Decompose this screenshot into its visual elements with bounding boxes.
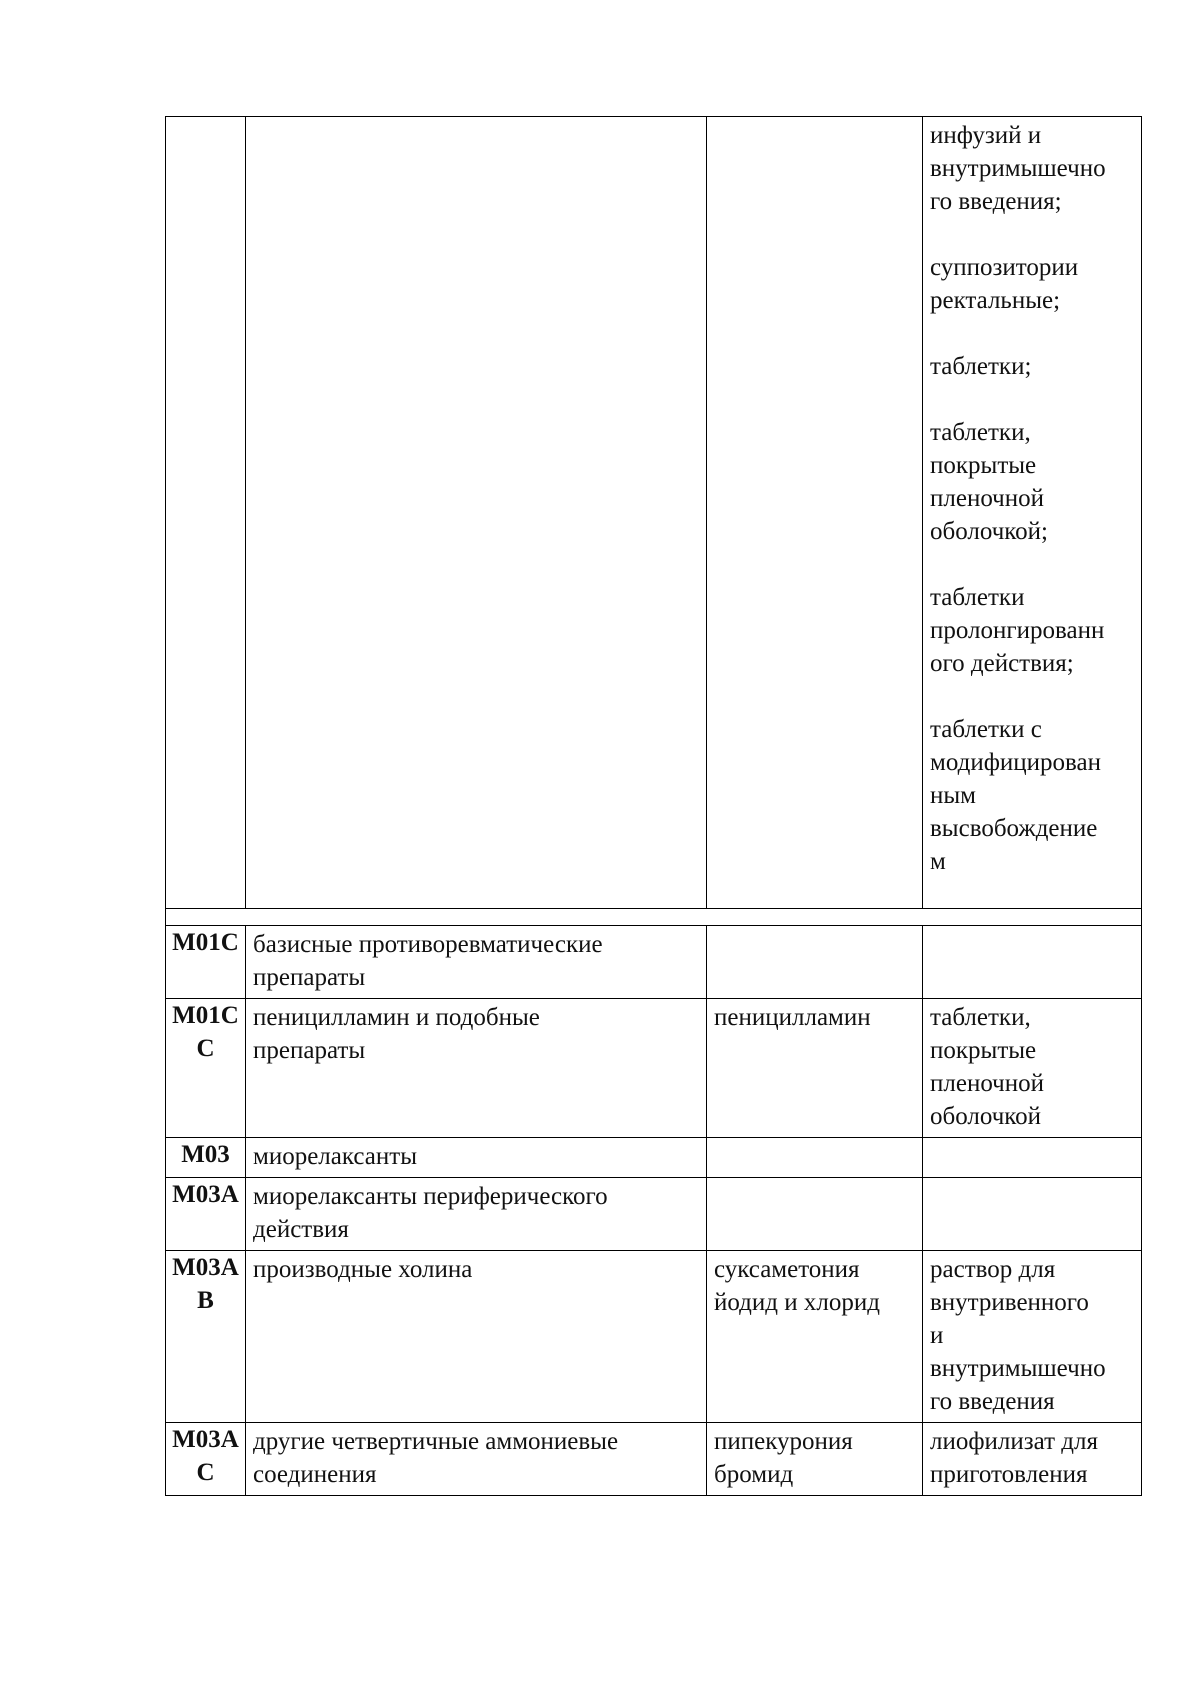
- dosage-form-item: инфузий и внутримышечно го введения;: [930, 122, 1106, 215]
- dosage-form-item: таблетки;: [930, 353, 1032, 380]
- atc-code-cell: M03A B: [166, 1251, 246, 1423]
- drug-name-cell: [707, 926, 923, 999]
- atc-code-cell: M01C C: [166, 999, 246, 1138]
- table-row: [166, 926, 1142, 999]
- dosage-form-item: таблетки, покрытые пленочной оболочкой;: [930, 419, 1048, 545]
- dosage-form-cell: таблетки, покрытые пленочной оболочкой: [923, 999, 1142, 1138]
- drug-name-cell: пеницилламин: [707, 999, 923, 1138]
- dosage-form-cell: лиофилизат для приготовления: [923, 1423, 1142, 1496]
- group-name-cell: миорелаксанты периферического действия: [246, 1178, 707, 1251]
- group-name-cell: другие четвертичные аммониевые соединения: [246, 1423, 707, 1496]
- dosage-form-cell: раствор для внутривенного и внутримышечно го введения: [923, 1251, 1142, 1423]
- drug-table: [165, 116, 1142, 1496]
- dosage-form-cell: [923, 926, 1142, 999]
- atc-code-cell: M03A C: [166, 1423, 246, 1496]
- table-row: [166, 999, 1142, 1138]
- drug-name-cell: [707, 1178, 923, 1251]
- atc-code-cell: M01C: [166, 926, 246, 999]
- drug-name-cell: [707, 1138, 923, 1178]
- drug-name-cell: [707, 117, 923, 909]
- drug-name-cell: суксаметония йодид и хлорид: [707, 1251, 923, 1423]
- dosage-form-cell: [923, 117, 1142, 909]
- group-name-cell: производные холина: [246, 1251, 707, 1423]
- group-name-cell: пеницилламин и подобные препараты: [246, 999, 707, 1138]
- dosage-form-item: суппозитории ректальные;: [930, 254, 1079, 314]
- drug-name-cell: пипекурония бромид: [707, 1423, 923, 1496]
- atc-code-cell: [166, 117, 246, 909]
- table-row: [166, 1138, 1142, 1178]
- dosage-form-item: таблетки пролонгированн ого действия;: [930, 584, 1105, 677]
- table-gap-row: [166, 909, 1142, 926]
- dosage-form-cell: [923, 1178, 1142, 1251]
- group-name-cell: базисные противоревматические препараты: [246, 926, 707, 999]
- table-row-continuation: [166, 117, 1142, 909]
- dosage-form-item: таблетки с модифицирован ным высвобождение м: [930, 716, 1101, 875]
- atc-code-cell: M03A: [166, 1178, 246, 1251]
- atc-code-cell: M03: [166, 1138, 246, 1178]
- table-row: [166, 1423, 1142, 1496]
- group-name-cell: [246, 117, 707, 909]
- group-name-cell: миорелаксанты: [246, 1138, 707, 1178]
- table-row: [166, 1251, 1142, 1423]
- dosage-form-cell: [923, 1138, 1142, 1178]
- table-row: [166, 1178, 1142, 1251]
